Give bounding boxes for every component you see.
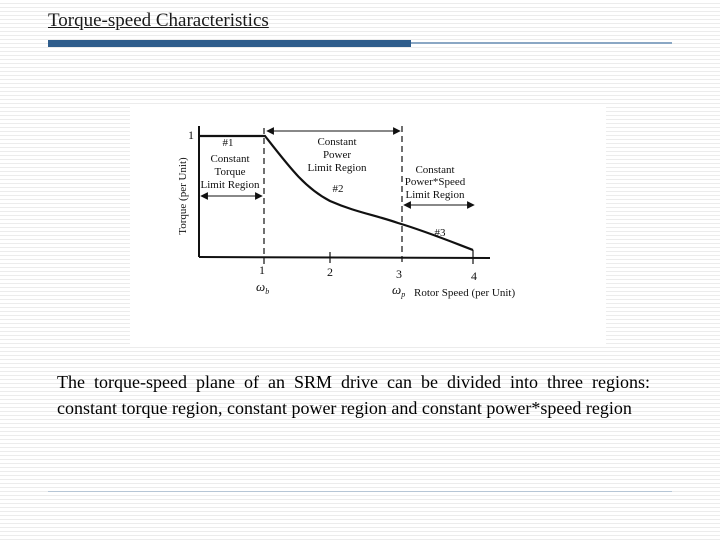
region2-line2: Power bbox=[322, 149, 352, 161]
region1-line1: Constant bbox=[210, 153, 250, 165]
y-axis-label: Torque (per Unit) bbox=[177, 157, 189, 235]
y-tick-1: 1 bbox=[188, 128, 194, 142]
region3-number: #3 bbox=[434, 227, 446, 239]
title-underline-bar bbox=[48, 40, 411, 47]
region3-line2: Power*Speed bbox=[404, 176, 466, 188]
torque-speed-diagram bbox=[130, 106, 606, 346]
bottom-divider bbox=[48, 491, 672, 492]
region2-line1: Constant bbox=[317, 136, 357, 148]
x-tick-1: 1 bbox=[259, 263, 265, 277]
region1-line3: Limit Region bbox=[200, 179, 260, 191]
torque-speed-figure bbox=[130, 106, 606, 346]
x-axis-label: Rotor Speed (per Unit) bbox=[414, 287, 516, 299]
x-tick-3: 3 bbox=[396, 267, 402, 281]
x-axis bbox=[199, 257, 490, 258]
slide-title: Torque-speed Characteristics bbox=[48, 10, 269, 31]
x-tick-4: 4 bbox=[471, 269, 477, 283]
region3-line3: Limit Region bbox=[405, 189, 465, 201]
omega-b-label: $\omega_b$ bbox=[256, 279, 270, 296]
region1-line2: Torque bbox=[214, 166, 246, 178]
x-tick-2: 2 bbox=[327, 265, 333, 279]
slide-caption: The torque-speed plane of an SRM drive can be divided into three regions: constant torque region, constant power region and constant power*speed region bbox=[57, 372, 650, 418]
omega-p-label: $\omega_p$ bbox=[392, 282, 406, 299]
title-underline-thin bbox=[411, 42, 672, 44]
region3-line1: Constant bbox=[415, 164, 455, 176]
region1-number: #1 bbox=[222, 137, 234, 149]
region2-number: #2 bbox=[332, 183, 344, 195]
region2-line3: Limit Region bbox=[307, 162, 367, 174]
